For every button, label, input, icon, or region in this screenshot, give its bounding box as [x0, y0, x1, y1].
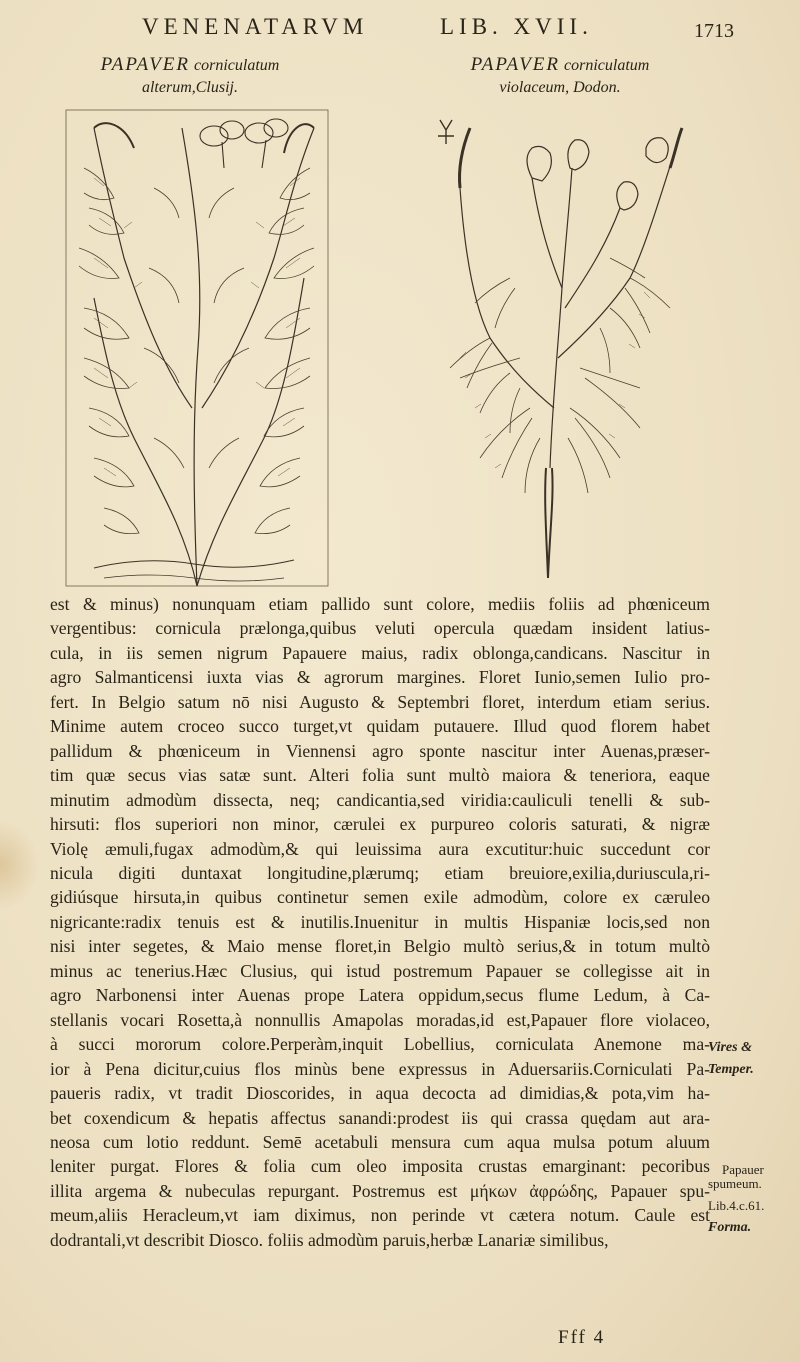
book-label: LIB. XVII.	[440, 14, 593, 39]
page-header	[0, 14, 800, 44]
body-line: Violę æmuli,fugax admodùm,& qui leuissima aura excutitur:huic succedunt cor	[50, 838, 710, 859]
caption-left-line1: corniculatum	[194, 57, 280, 74]
caption-right-line2: violaceum, Dodon.	[499, 79, 621, 96]
caption-right-line1: corniculatum	[564, 57, 650, 74]
paper-stain	[0, 820, 40, 910]
body-line: est & minus) nonunquam etiam pallido sunt colore, mediis foliis ad phœniceum	[50, 594, 710, 614]
body-line: gidiúsque hirsuta,in quibus continetur semen exile admodùm, colore ex cæruleo	[50, 887, 710, 908]
caption-right-name: PAPAVER	[470, 54, 561, 75]
body-line: paueris radix, vt tradit Dioscorides, in aqua decocta ad dimidias,& pota,vim ha-	[50, 1083, 710, 1104]
caption-left	[60, 54, 320, 99]
page-number: 1713	[694, 20, 734, 42]
body-line: nisi inter segetes, & Maio mense floret,in Belgio multò serius,& in totum multò	[50, 936, 710, 957]
body-line: illita argema & nubeculas repurgant. Postremus est μήκων ἀφρώδης, Papauer spu-	[50, 1180, 710, 1201]
body-line: Minime autem croceo succo turget,vt quidam putauere. Illud quod florem habet	[50, 716, 710, 737]
poppy-plant-woodcut-icon	[64, 108, 330, 588]
body-line: stellanis vocari Rosetta,à nonnullis Amapolas moradas,id est,Papauer flore violaceo,	[50, 1009, 710, 1030]
body-line: bet coxendicum & hepatis affectus sanandi:prodest iis qui crassa quędam aut ara-	[50, 1107, 710, 1128]
body-line: vergentibus: cornicula prælonga,quibus veluti opercula quædam insident latius-	[50, 618, 710, 639]
body-line: nicula digiti duntaxat longitudine,plærumq; etiam breuiore,exilia,duriuscula,ri-	[50, 862, 710, 883]
body-line: minus ac tenerius.Hæc Clusius, qui istud postremum Papauer se collegisse ait in	[50, 960, 710, 981]
body-line: leniter purgat. Flores & folia cum oleo imposita crustas emarginant: pecoribus	[50, 1156, 710, 1177]
running-title: VENENATARVM	[142, 14, 369, 39]
body-line: cula, in iis semen nigrum Papauere maius, radix oblonga,candicans. Nascitur in	[50, 642, 710, 663]
body-line: à succi mororum colore.Perperàm,inquit Lobellius, corniculata Anemone ma-	[50, 1034, 710, 1055]
body-line: pallidum & phœniceum in Viennensi agro sponte nascitur inter Auenas,præser-	[50, 740, 710, 761]
body-line: meum,aliis Heracleum,vt iam diximus, non perinde vt cætera notum. Caule est	[50, 1205, 710, 1226]
poppy-plant-with-root-woodcut-icon	[420, 108, 698, 590]
body-line: minutim admodùm dissecta, neq; candicantia,sed viridia:cauliculi tenelli & sub-	[50, 789, 710, 810]
body-line: nigricante:radix tenuis est & inutilis.Inuenitur in multis Hispaniæ locis,sed non	[50, 911, 710, 932]
caption-right	[430, 54, 690, 99]
margin-note-forma: Forma.	[708, 1220, 752, 1235]
body-line: neosa cum lotio reddunt. Semē acetabuli mensura cum aqua mulsa potum aluum	[50, 1131, 710, 1152]
body-line: ior à Pena dicitur,cuius flos minùs bene expressus in Aduersariis.Corniculati Pa-	[50, 1058, 710, 1079]
body-line: agro Narbonensi inter Auenas prope Latera oppidum,secus flume Ledum, à Ca-	[50, 985, 710, 1006]
signature-mark: Fff 4	[558, 1327, 606, 1348]
body-line: agro Salmanticensi iuxta vias & agrorum margines. Floret Iunio,semen Iulio pro-	[50, 667, 710, 688]
body-line: dodrantali,vt describit Diosco. foliis admodùm paruis,herbæ Lanariæ similibus,	[50, 1229, 609, 1250]
margin-note-vires: Vires &	[708, 1040, 752, 1055]
margin-note-temper: Temper.	[708, 1062, 754, 1077]
margin-note-spumeum: spumeum.	[708, 1176, 762, 1191]
caption-left-name: PAPAVER	[100, 54, 191, 75]
body-line: hirsuti: flos superiori non minor, cærulei ex purpureo coloris saturati, & nigræ	[50, 814, 710, 835]
body-line: tim quæ secus vias satæ sunt. Alteri folia sunt multò maiora & teneriora, eaque	[50, 765, 710, 786]
body-line: fert. In Belgio satum nō nisi Augusto & Septembri floret, interdum etiam serius.	[50, 691, 710, 712]
margin-note-papauer: Papauer	[722, 1162, 764, 1177]
caption-left-line2: alterum,Clusij.	[141, 79, 238, 96]
margin-note-reference: Lib.4.c.61.	[708, 1198, 765, 1213]
body-text	[50, 592, 710, 1252]
